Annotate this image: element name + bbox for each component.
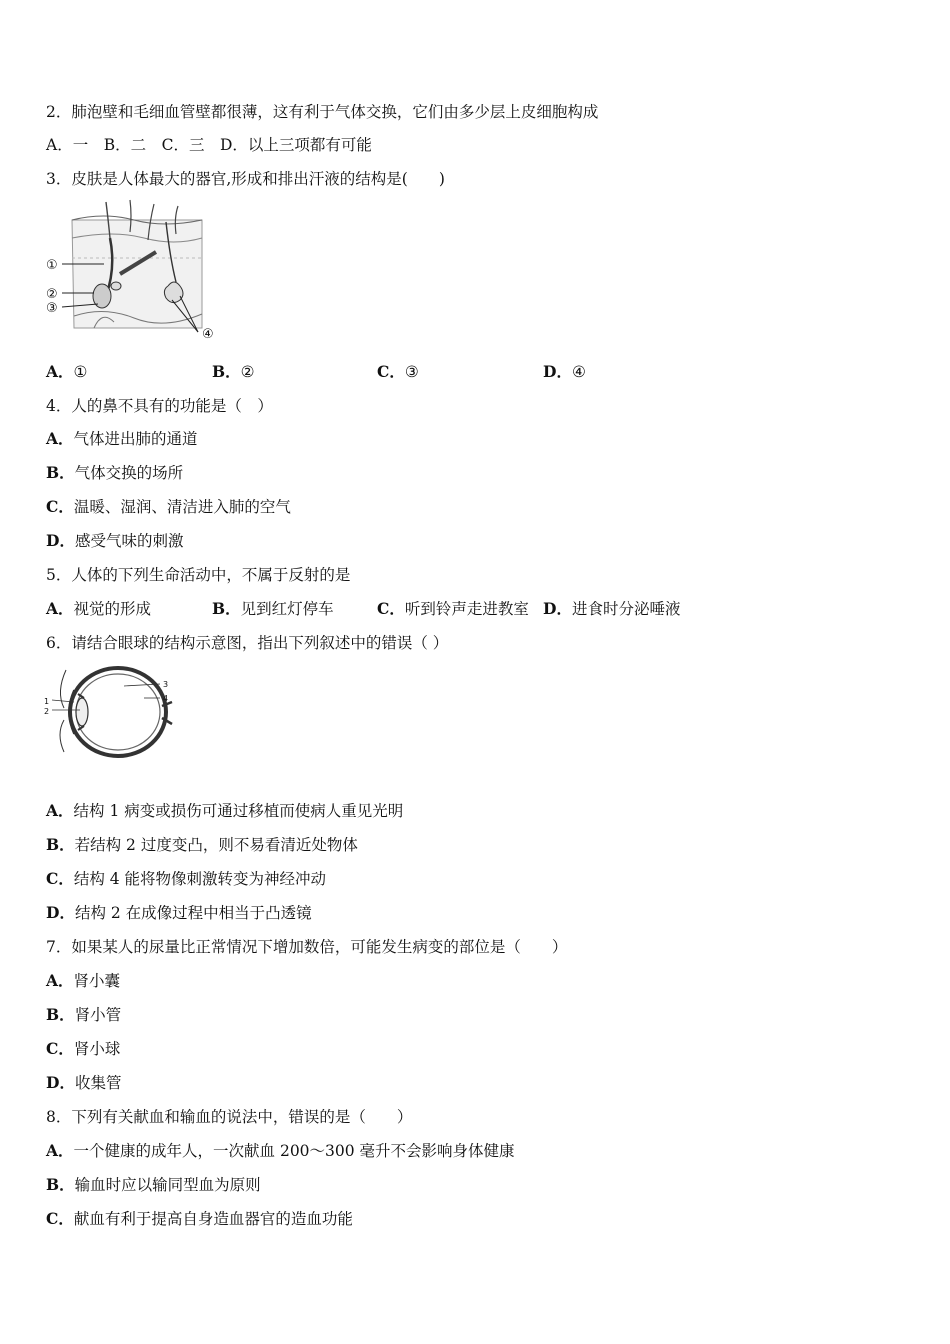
option-letter: D． xyxy=(46,531,75,550)
question-8-option-c[interactable] xyxy=(46,1209,353,1229)
eyeball-structure-figure xyxy=(44,662,174,768)
option-letter: C． xyxy=(46,869,74,888)
option-letter: C． xyxy=(46,497,74,516)
option-text: 收集管 xyxy=(74,1074,122,1092)
option-text: 若结构 2 过度变凸，则不易看清近处物体 xyxy=(74,836,358,854)
option-text: 一个健康的成年人，一次献血 200～300 毫升不会影响身体健康 xyxy=(73,1142,515,1160)
option-letter: D． xyxy=(46,1073,75,1092)
option-text: ④ xyxy=(571,363,586,381)
question-7-stem: 7．如果某人的尿量比正常情况下增加数倍，可能发生病变的部位是（ ） xyxy=(46,938,568,956)
question-5-stem: 5．人体的下列生命活动中，不属于反射的是 xyxy=(46,566,351,584)
option-letter: D． xyxy=(46,903,75,922)
option-text: ① xyxy=(73,363,88,381)
question-3-option-b[interactable] xyxy=(212,362,255,382)
option-text: 温暖、湿润、清洁进入肺的空气 xyxy=(73,498,291,516)
option-text: 听到铃声走进教室 xyxy=(404,600,529,618)
figure-label-3: ③ xyxy=(46,301,58,316)
question-2-options: A．一 B．二 C．三 D．以上三项都有可能 xyxy=(46,136,372,154)
option-text: ③ xyxy=(404,363,419,381)
question-7-option-a[interactable] xyxy=(46,971,120,991)
option-text: 气体交换的场所 xyxy=(74,464,184,482)
question-6-option-a[interactable] xyxy=(46,801,403,821)
option-text: 结构 1 病变或损伤可通过移植而使病人重见光明 xyxy=(73,802,404,820)
option-text: 肾小囊 xyxy=(73,972,121,990)
option-text: 结构 4 能将物像刺激转变为神经冲动 xyxy=(73,870,327,888)
skin-diagram-drawing xyxy=(62,200,202,332)
option-letter: B． xyxy=(46,463,75,482)
option-text: 肾小管 xyxy=(74,1006,122,1024)
question-4-option-b[interactable] xyxy=(46,463,183,483)
option-letter: D． xyxy=(543,362,572,381)
figure-label-3: 3 xyxy=(163,680,169,689)
eyeball-diagram-drawing xyxy=(52,668,172,756)
option-letter: D． xyxy=(543,599,572,618)
option-text: 肾小球 xyxy=(73,1040,121,1058)
question-4-stem: 4．人的鼻不具有的功能是（ ） xyxy=(46,397,273,415)
option-letter: C． xyxy=(377,362,405,381)
question-5-option-c[interactable] xyxy=(377,599,529,619)
figure-label-2: ② xyxy=(46,287,58,302)
question-2-stem: 2．肺泡壁和毛细血管壁都很薄，这有利于气体交换，它们由多少层上皮细胞构成 xyxy=(46,103,599,121)
question-5-option-b[interactable] xyxy=(212,599,334,619)
question-3-option-a[interactable] xyxy=(46,362,87,382)
question-7-option-c[interactable] xyxy=(46,1039,120,1059)
option-text: 献血有利于提高自身造血器官的造血功能 xyxy=(73,1210,353,1228)
option-letter: B． xyxy=(46,835,75,854)
question-4-option-a[interactable] xyxy=(46,429,198,449)
option-text: 结构 2 在成像过程中相当于凸透镜 xyxy=(74,904,312,922)
option-text: 感受气味的刺激 xyxy=(74,532,184,550)
question-8-option-b[interactable] xyxy=(46,1175,261,1195)
option-letter: A． xyxy=(46,429,74,448)
option-text: 输血时应以输同型血为原则 xyxy=(74,1176,261,1194)
question-5-option-d[interactable] xyxy=(543,599,680,619)
option-letter: C． xyxy=(46,1039,74,1058)
question-8-option-a[interactable] xyxy=(46,1141,515,1161)
question-4-option-c[interactable] xyxy=(46,497,291,517)
question-7-option-b[interactable] xyxy=(46,1005,121,1025)
question-5-option-a[interactable] xyxy=(46,599,151,619)
option-letter: C． xyxy=(377,599,405,618)
question-7-option-d[interactable] xyxy=(46,1073,121,1093)
option-letter: A． xyxy=(46,599,74,618)
option-text: 气体进出肺的通道 xyxy=(73,430,198,448)
figure-label-1: 1 xyxy=(44,697,50,706)
option-text: 见到红灯停车 xyxy=(240,600,334,618)
option-text: ② xyxy=(240,363,255,381)
question-8-stem: 8．下列有关献血和输血的说法中，错误的是（ ） xyxy=(46,1108,413,1126)
option-letter: A． xyxy=(46,971,74,990)
option-letter: C． xyxy=(46,1209,74,1228)
question-4-option-d[interactable] xyxy=(46,531,183,551)
figure-label-2: 2 xyxy=(44,707,50,716)
option-letter: B． xyxy=(212,599,241,618)
figure-label-4: 4 xyxy=(163,694,169,703)
option-text: 视觉的形成 xyxy=(73,600,152,618)
figure-label-1: ① xyxy=(46,258,58,273)
option-text: 进食时分泌唾液 xyxy=(571,600,681,618)
option-letter: A． xyxy=(46,1141,74,1160)
question-6-option-c[interactable] xyxy=(46,869,326,889)
option-letter: A． xyxy=(46,801,74,820)
figure-label-4: ④ xyxy=(202,327,214,342)
question-6-option-b[interactable] xyxy=(46,835,358,855)
question-3-option-c[interactable] xyxy=(377,362,419,382)
question-6-option-d[interactable] xyxy=(46,903,312,923)
option-letter: A． xyxy=(46,362,74,381)
question-3-option-d[interactable] xyxy=(543,362,586,382)
option-letter: B． xyxy=(212,362,241,381)
skin-structure-figure xyxy=(44,198,222,350)
question-6-stem: 6．请结合眼球的结构示意图，指出下列叙述中的错误（ ） xyxy=(46,634,449,652)
option-letter: B． xyxy=(46,1175,75,1194)
option-letter: B． xyxy=(46,1005,75,1024)
question-3-stem: 3．皮肤是人体最大的器官,形成和排出汗液的结构是( ) xyxy=(46,170,445,188)
